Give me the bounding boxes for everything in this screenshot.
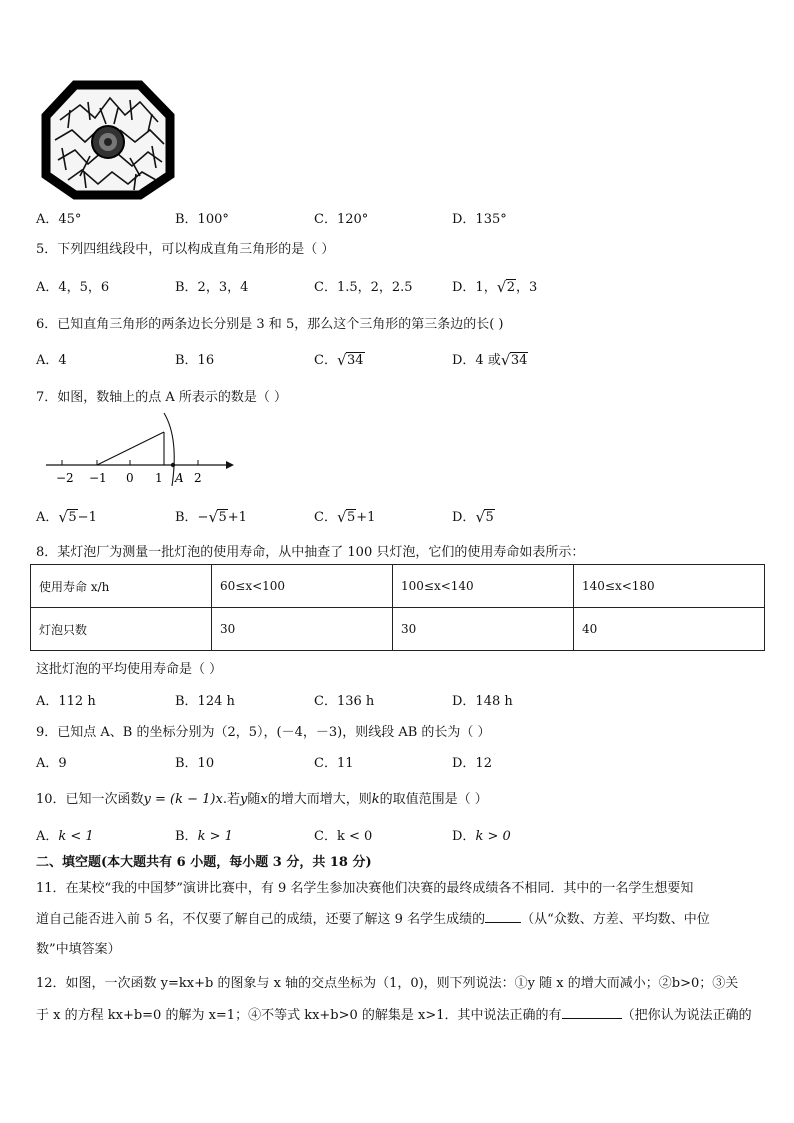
point-a-label: A: [175, 471, 184, 485]
q6-option-d-radicand: 34: [510, 353, 528, 368]
sqrt-symbol: √ 5: [58, 508, 77, 526]
q10-option-b-value: k > 1: [197, 829, 233, 844]
q6-option-c-prefix: C．: [314, 353, 337, 368]
q6-stem: 6．已知直角三角形的两条边长分别是 3 和 5，那么这个三角形的第三条边的长( ): [36, 317, 504, 332]
q4-option-c: C．120°: [314, 212, 369, 227]
table-cell: 40: [574, 608, 765, 651]
sqrt-symbol: √ 5: [208, 508, 227, 526]
q5-option-d-radicand: 2: [506, 280, 515, 295]
table-cell: 30: [212, 608, 393, 651]
q5-option-c: C．1.5，2，2.5: [314, 280, 413, 295]
q11-line2-text: （从“众数、方差、平均数、中位: [521, 912, 710, 927]
q6-option-d-prefix: D．4 或: [452, 353, 501, 368]
tick-label: 2: [194, 471, 202, 485]
tick-label: −2: [56, 471, 74, 485]
table-row: [31, 565, 765, 608]
q9-option-d: D．12: [452, 756, 492, 771]
sqrt-symbol: √ 5: [475, 508, 494, 526]
q10-stem-text: 的增大而增大，则: [267, 792, 372, 807]
q10-option-b-prefix: B．: [175, 829, 198, 844]
q9-option-b: B．10: [175, 756, 215, 771]
q10-var-k: k: [371, 792, 380, 807]
sqrt-symbol: √ 34: [500, 351, 528, 369]
tick-label: 1: [155, 471, 163, 485]
q7-option-a-suffix: −1: [77, 510, 97, 525]
q10-stem: [36, 788, 488, 807]
q9-option-a: A．9: [36, 756, 67, 771]
sqrt-symbol: √ 34: [336, 351, 364, 369]
q5-option-d: [452, 276, 537, 295]
q11-line2: [36, 908, 710, 927]
q12-line2-text: （把你认为说法正确的: [621, 1008, 752, 1023]
q7-option-a-prefix: A．: [36, 510, 59, 525]
tick-label: −1: [89, 471, 107, 485]
section-heading: 二、填空题(本大题共有 6 小题，每小题 3 分，共 18 分): [36, 855, 372, 870]
q7-option-c-prefix: C．: [314, 510, 337, 525]
q5-option-b: B．2，3，4: [175, 280, 249, 295]
q7-option-b-suffix: +1: [227, 510, 247, 525]
q10-option-d: [452, 825, 511, 844]
q7-option-c-radicand: 5: [346, 510, 356, 525]
q4-option-a: A．45°: [36, 212, 82, 227]
number-line-figure: [42, 408, 242, 488]
q5-option-d-prefix: D．1，: [452, 280, 497, 295]
q12-line1: 12．如图，一次函数 y=kx+b 的图象与 x 轴的交点坐标为（1，0)，则下列说法：①y 随 x 的增大而减小；②b>0；③关: [36, 976, 739, 991]
q6-option-d: [452, 349, 528, 368]
q12-line2: [36, 1004, 752, 1023]
q7-option-a-radicand: 5: [68, 510, 77, 525]
q6-option-c-radicand: 34: [346, 353, 364, 368]
table-cell: 140≤x<180: [574, 565, 765, 608]
q4-option-b: B．100°: [175, 212, 229, 227]
q7-option-d-prefix: D．: [452, 510, 476, 525]
q10-option-c-value: k < 0: [336, 829, 373, 844]
tick-label: 0: [126, 471, 134, 485]
sqrt-symbol: √ 2: [496, 278, 515, 296]
table-cell: 灯泡只数: [31, 608, 212, 651]
q7-option-d-radicand: 5: [485, 510, 494, 525]
table-cell: 60≤x<100: [212, 565, 393, 608]
q10-option-a: [36, 825, 94, 844]
q7-option-b-radicand: 5: [218, 510, 227, 525]
q10-option-c: [314, 825, 372, 844]
table-row: [31, 608, 765, 651]
q7-option-b-prefix: B．−: [175, 510, 209, 525]
q10-option-d-prefix: D．: [452, 829, 476, 844]
q11-line2-text: 道自己能否进入前 5 名，不仅要了解自己的成绩，还要了解这 9 名学生成绩的: [36, 912, 486, 927]
q10-option-b: [175, 825, 233, 844]
q12-line2-text: 于 x 的方程 kx+b=0 的解为 x=1；④不等式 kx+b>0 的解集是 x>1．其中说法正确的有: [36, 1008, 562, 1023]
q10-option-d-value: k > 0: [475, 829, 511, 844]
q10-stem-text: 的取值范围是（ ）: [379, 792, 488, 807]
q7-option-b: [175, 506, 247, 525]
table-cell: 30: [393, 608, 574, 651]
q5-option-a: A．4，5，6: [36, 280, 110, 295]
q8-option-a: A．112 h: [36, 694, 96, 709]
q8-followup: 这批灯泡的平均使用寿命是（ ）: [36, 662, 223, 677]
q10-stem-text: 随: [247, 792, 261, 807]
q6-option-b: B．16: [175, 353, 215, 368]
q5-stem: 5．下列四组线段中，可以构成直角三角形的是（ ）: [36, 242, 335, 257]
q10-option-a-value: k < 1: [58, 829, 94, 844]
q8-option-b: B．124 h: [175, 694, 235, 709]
q9-stem: 9．已知点 A、B 的坐标分别为（2，5），(－4，－3)，则线段 AB 的长为（ ）: [36, 725, 491, 740]
q7-stem: 7．如图，数轴上的点 A 所表示的数是（ ）: [36, 390, 288, 405]
q7-option-d: [452, 506, 495, 525]
q7-option-c-suffix: +1: [356, 510, 376, 525]
q7-option-c: [314, 506, 375, 525]
q10-stem-text: .若: [222, 792, 240, 807]
q11-line3: 数”中填答案）: [36, 942, 121, 957]
q10-stem-text: 10．已知一次函数: [36, 792, 144, 807]
answer-blank[interactable]: [562, 1018, 622, 1019]
q10-var-x: x: [260, 792, 268, 807]
q6-option-c: [314, 349, 365, 368]
table-cell: 使用寿命 x/h: [31, 565, 212, 608]
q10-option-a-prefix: A．: [36, 829, 59, 844]
octagon-window-figure: [40, 80, 180, 200]
lifespan-table: [30, 564, 765, 651]
q8-option-c: C．136 h: [314, 694, 375, 709]
q10-formula: y = (k − 1)x: [143, 792, 223, 807]
q10-option-c-prefix: C．: [314, 829, 337, 844]
q4-option-d: D．135°: [452, 212, 507, 227]
q6-option-a: A．4: [36, 353, 67, 368]
q8-option-d: D．148 h: [452, 694, 513, 709]
q9-option-c: C．11: [314, 756, 354, 771]
q10-var-y: y: [239, 792, 248, 807]
q5-option-d-suffix: ，3: [515, 280, 538, 295]
q8-stem: 8．某灯泡厂为测量一批灯泡的使用寿命，从中抽查了 100 只灯泡，它们的使用寿命如表所示：: [36, 545, 585, 560]
q7-option-a: [36, 506, 97, 525]
q11-line1: 11．在某校“我的中国梦”演讲比赛中，有 9 名学生参加决赛他们决赛的最终成绩各不相同．其中的一名学生想要知: [36, 881, 694, 896]
sqrt-symbol: √ 5: [336, 508, 356, 526]
answer-blank[interactable]: [485, 922, 521, 923]
table-cell: 100≤x<140: [393, 565, 574, 608]
